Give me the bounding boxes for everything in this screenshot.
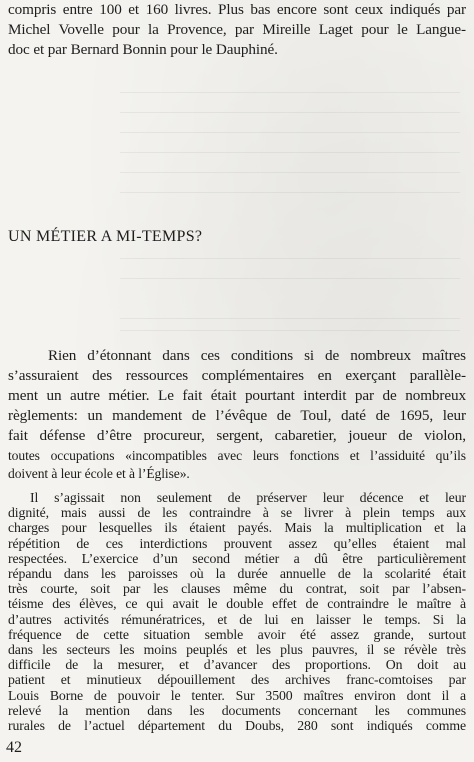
text-line: d’autres activités rémunératrices, et de lui en laisser le temps. Si la (8, 611, 466, 627)
show-through-mark (120, 258, 460, 259)
text-line: respectées. L’exercice d’un second métier a dû être particulièrement (8, 550, 466, 566)
text-line: règlements: un mandement de l’évêque de Toul, daté de 1695, leur (8, 407, 466, 424)
show-through-mark (120, 152, 460, 153)
text-line: dans les secteurs les moins peuplés et les plus pauvres, il se révèle très (8, 642, 466, 657)
text-line: Rien d’étonnant dans ces conditions si de nombreux maîtres (48, 347, 466, 364)
text-line: doivent à leur école et à l’Église». (8, 466, 190, 481)
show-through-mark (120, 330, 460, 331)
text-line: charges pour lesquelles ils étaient payés. Mais la multiplication et la (8, 520, 466, 536)
text-line: répandu dans les paroisses où la durée annuelle de la scolarité était (8, 566, 466, 581)
text-line: téisme des élèves, ce qui avait le double effet de contraindre le maître à (8, 596, 466, 612)
show-through-mark (120, 112, 460, 113)
text-line: répétition de ces interdictions prouvent assez qu’elles étaient mal (8, 535, 466, 551)
text-line: Louis Borne de pouvoir le tenter. Sur 3500 maîtres environ dont il a (8, 687, 466, 703)
text-line: fait défense d’être procureur, sergent, cabaretier, joueur de violon, (8, 427, 466, 444)
text-line: doc et par Bernard Bonnin pour le Dauphiné. (8, 41, 278, 58)
text-line: Michel Vovelle pour la Provence, par Mireille Laget pour le Langue- (8, 21, 466, 38)
text-line: toutes occupations «incompatibles avec leurs fonctions et l’assiduité qu’ils (8, 448, 466, 463)
text-line: fréquence de cette situation semble avoir été assez grande, surtout (8, 626, 466, 642)
text-line: difficile de la mesurer, et d’avancer des proportions. On doit au (8, 657, 466, 673)
show-through-mark (120, 318, 460, 319)
text-line: patient et minutieux dépouillement des archives franc-comtoises par (8, 672, 466, 688)
text-line: très courte, soit par les clauses même du contrat, soit par l’absen- (8, 581, 466, 597)
text-line: compris entre 100 et 160 livres. Plus bas encore sont ceux indiqués par (8, 1, 466, 18)
show-through-mark (120, 132, 460, 133)
text-line: s’assuraient des ressources complémentaires en exerçant parallèle- (8, 367, 466, 384)
show-through-mark (120, 278, 460, 279)
text-line: rurales de l’actuel département du Doubs, 280 sont indiqués comme (8, 718, 466, 733)
section-heading: UN MÉTIER A MI-TEMPS? (8, 228, 203, 245)
show-through-mark (120, 192, 460, 193)
show-through-mark (120, 92, 460, 93)
text-line: Il s’agissait non seulement de préserver leur décence et leur (30, 490, 466, 505)
text-line: dignité, mais aussi de les contraindre à se livrer à plein temps aux (8, 505, 466, 521)
page-number: 42 (6, 739, 22, 756)
show-through-mark (120, 172, 460, 173)
text-line: relevé la mention dans les documents concernant les communes (8, 702, 466, 718)
text-line: ment un autre métier. Le fait était pourtant interdit par de nombreux (8, 387, 466, 404)
